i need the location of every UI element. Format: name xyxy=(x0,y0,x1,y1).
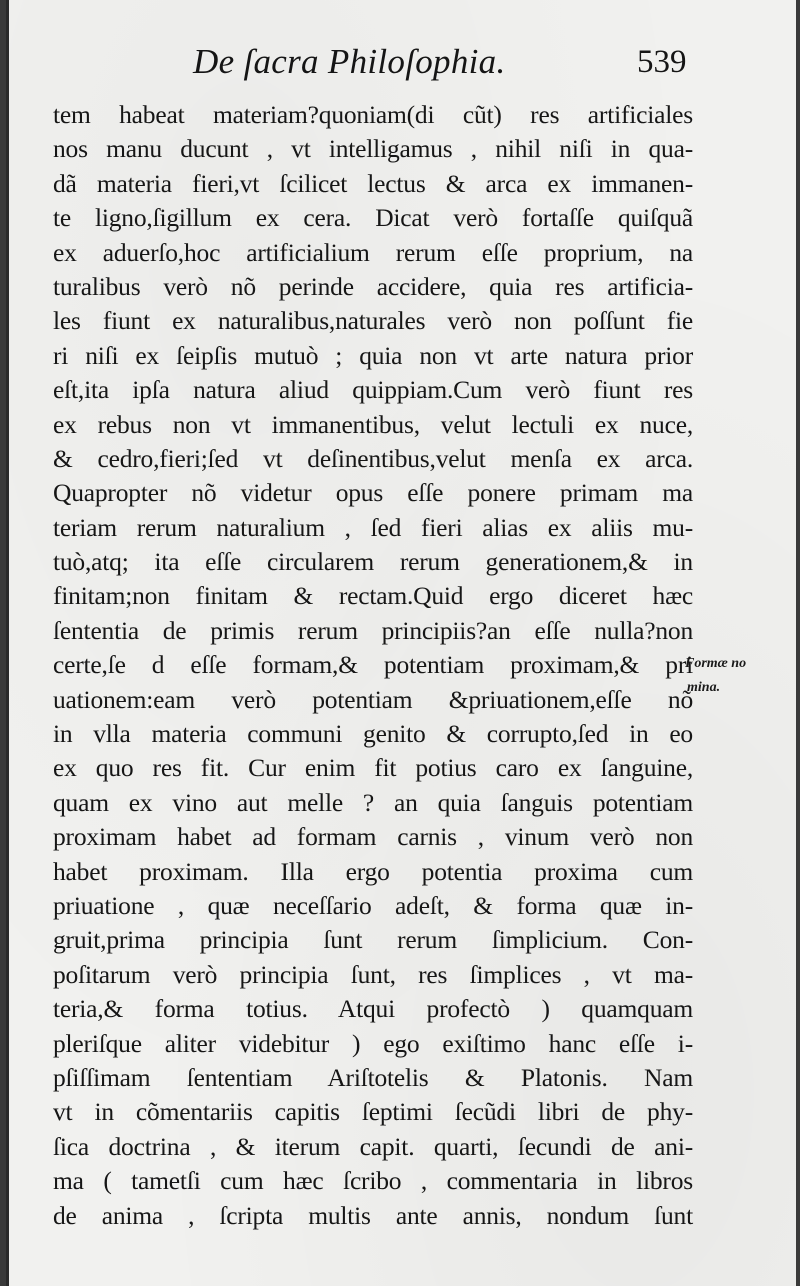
body-text xyxy=(53,98,693,1233)
text-line: certe,ſe d eſſe formam,& potentiam proximam,& pri xyxy=(53,650,693,680)
text-line: ſententia de primis rerum principiis?an eſſe nulla?non xyxy=(53,615,693,645)
text-line: tuò,atq; ita eſſe circularem rerum generationem,& in xyxy=(53,547,693,577)
text-line: dã materia fieri,vt ſcilicet lectus & arca ex immanen- xyxy=(53,168,693,198)
text-line: nos manu ducunt , vt intelligamus , nihil niſi in qua- xyxy=(53,134,693,164)
text-line: tem habeat materiam?quoniam(di cũt) res artificiales xyxy=(53,100,693,129)
text-line: gruit,prima principia ſunt rerum ſimplicium. Con- xyxy=(53,925,693,955)
margin-note-line: Formæ no xyxy=(685,656,747,671)
text-line: ma ( tametſi cum hæc ſcribo , commentaria in libros xyxy=(53,1166,693,1196)
running-title: De ſacra Philoſophia. xyxy=(193,42,506,81)
text-line: Quapropter nõ videtur opus eſſe ponere primam ma xyxy=(53,478,693,508)
margin-note-line: mina. xyxy=(687,680,721,695)
text-line: proximam habet ad formam carnis , vinum verò non xyxy=(53,822,693,852)
text-line: eſt,ita ipſa natura aliud quippiam.Cum verò fiunt res xyxy=(53,375,693,405)
book-page xyxy=(6,0,796,1286)
text-line: priuatione , quæ neceſſario adeſt, & forma quæ in- xyxy=(53,890,693,920)
text-line: ex quo res fit. Cur enim fit potius caro ex ſanguine, xyxy=(53,753,693,783)
text-line: pleriſque aliter videbitur ) ego exiſtimo hanc eſſe i- xyxy=(53,1028,693,1058)
margin-note xyxy=(685,652,795,700)
text-line: turalibus verò nõ perinde accidere, quia res artificia- xyxy=(53,271,693,301)
text-line: in vlla materia communi genito & corrupto,ſed in eo xyxy=(53,719,693,749)
page-number: 539 xyxy=(637,44,687,80)
text-line: teria,& forma totius. Atqui profectò ) quamquam xyxy=(53,994,693,1024)
text-line: & cedro,fieri;ſed vt deſinentibus,velut menſa ex arca. xyxy=(53,443,693,473)
text-line: ex rebus non vt immanentibus, velut lectuli ex nuce, xyxy=(53,409,693,439)
text-line: les fiunt ex naturalibus,naturales verò non poſſunt fie xyxy=(53,306,693,336)
text-line: pſiſſimam ſententiam Ariſtotelis & Platonis. Nam xyxy=(53,1062,693,1092)
text-line: finitam;non finitam & rectam.Quid ergo diceret hæc xyxy=(53,581,693,611)
text-line: de anima , ſcripta multis ante annis, nondum ſunt xyxy=(53,1200,693,1230)
text-line: te ligno,ſigillum ex cera. Dicat verò fortaſſe quiſquã xyxy=(53,203,693,233)
page-header xyxy=(9,42,799,98)
text-line: habet proximam. Illa ergo potentia proxima cum xyxy=(53,856,693,886)
text-line: poſitarum verò principia ſunt, res ſimplices , vt ma- xyxy=(53,959,693,989)
text-line: quam ex vino aut melle ? an quia ſanguis potentiam xyxy=(53,787,693,817)
text-line: vt in cõmentariis capitis ſeptimi ſecũdi libri de phy- xyxy=(53,1097,693,1127)
text-line: teriam rerum naturalium , ſed fieri alias ex aliis mu- xyxy=(53,512,693,542)
text-line: ri niſi ex ſeipſis mutuò ; quia non vt arte natura prior xyxy=(53,340,693,370)
text-line: uationem:eam verò potentiam &priuationem,eſſe nõ xyxy=(53,684,693,714)
text-line: ex aduerſo,hoc artificialium rerum eſſe proprium, na xyxy=(53,237,693,267)
text-line: ſica doctrina , & iterum capit. quarti, ſecundi de ani- xyxy=(53,1131,693,1161)
